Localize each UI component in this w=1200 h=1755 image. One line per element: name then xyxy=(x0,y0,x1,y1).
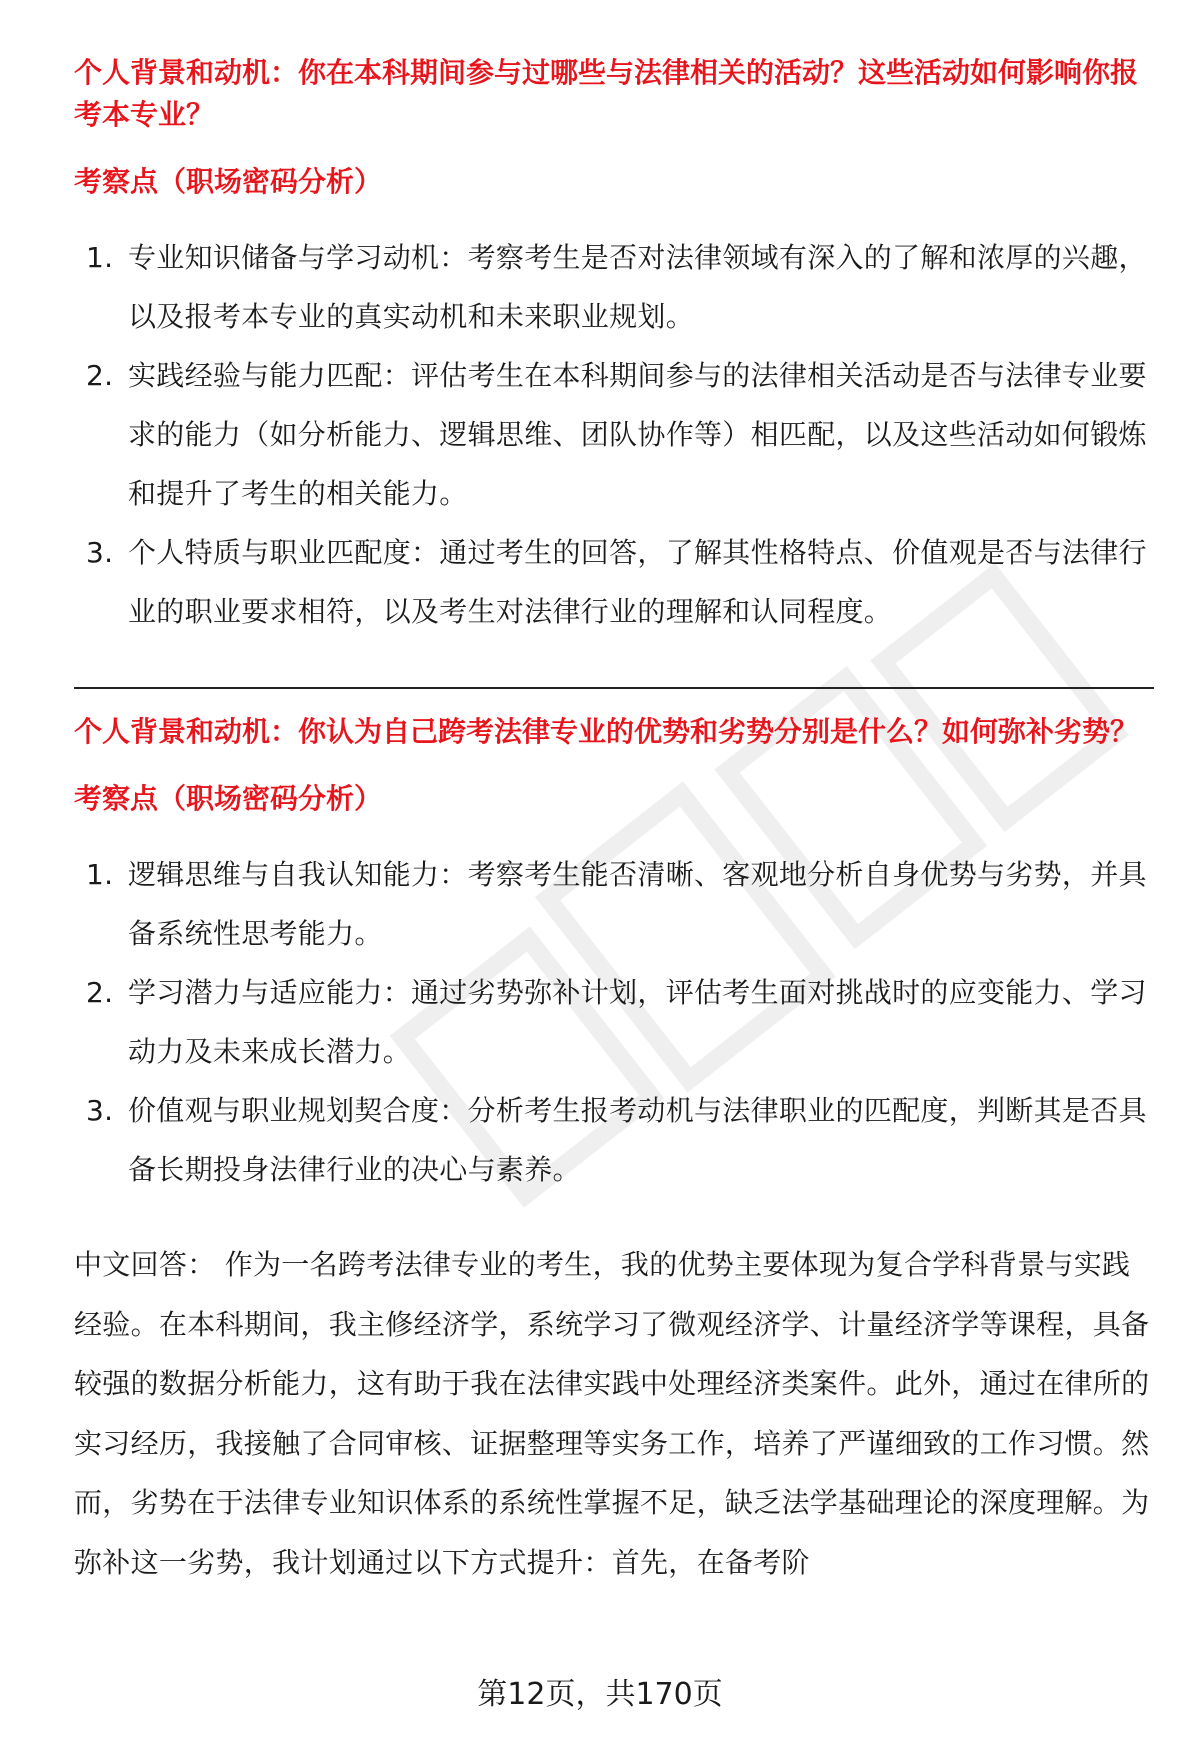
points-list-2 xyxy=(74,845,1154,1199)
list-text: 逻辑思维与自我认知能力：考察考生能否清晰、客观地分析自身优势与劣势，并具备系统性思考能力。 xyxy=(128,858,1147,950)
list-text: 实践经验与能力匹配：评估考生在本科期间参与的法律相关活动是否与法律专业要求的能力（如分析能力、逻辑思维、团队协作等）相匹配，以及这些活动如何锻炼和提升了考生的相关能力。 xyxy=(128,359,1147,510)
section-divider xyxy=(74,687,1154,689)
list-text: 个人特质与职业匹配度：通过考生的回答，了解其性格特点、价值观是否与法律行业的职业要求相符，以及考生对法律行业的理解和认同程度。 xyxy=(128,536,1147,628)
list-item xyxy=(74,523,1154,641)
list-item xyxy=(74,346,1154,523)
document-page xyxy=(74,52,1154,1620)
points-label-1: 考察点（职场密码分析） xyxy=(74,165,383,198)
points-label-2: 考察点（职场密码分析） xyxy=(74,782,383,815)
list-number: 3. xyxy=(86,1094,114,1127)
question-title-1: 个人背景和动机：你在本科期间参与过哪些与法律相关的活动？这些活动如何影响你报考本专业？ xyxy=(74,56,1139,131)
list-item xyxy=(74,1081,1154,1199)
list-text: 价值观与职业规划契合度：分析考生报考动机与法律职业的匹配度，判断其是否具备长期投身法律行业的决心与素养。 xyxy=(128,1094,1147,1186)
list-text: 学习潜力与适应能力：通过劣势弥补计划，评估考生面对挑战时的应变能力、学习动力及未来成长潜力。 xyxy=(128,976,1147,1068)
list-number: 1. xyxy=(86,858,114,891)
list-item xyxy=(74,228,1154,346)
answer-paragraph: 中文回答： 作为一名跨考法律专业的考生，我的优势主要体现为复合学科背景与实践经验。在本科期间，我主修经济学，系统学习了微观经济学、计量经济学等课程，具备较强的数据分析能力，这有助于我在法律实践中处理经济类案件。此外，通过在律所的实习经历，我接触了合同审核、证据整理等实务工作，培养了严谨细致的工作习惯。然而，劣势在于法律专业知识体系的系统性掌握不足，缺乏法学基础理论的深度理解。为弥补这一劣势，我计划通过以下方式提升：首先，在备考阶 xyxy=(74,1248,1150,1579)
question-title-2: 个人背景和动机：你认为自己跨考法律专业的优势和劣势分别是什么？如何弥补劣势？ xyxy=(74,715,1139,748)
list-text: 专业知识储备与学习动机：考察考生是否对法律领域有深入的了解和浓厚的兴趣，以及报考本专业的真实动机和未来职业规划。 xyxy=(128,241,1147,333)
list-number: 2. xyxy=(86,359,114,392)
list-number: 1. xyxy=(86,241,114,274)
list-number: 2. xyxy=(86,976,114,1009)
list-item xyxy=(74,963,1154,1081)
list-number: 3. xyxy=(86,536,114,569)
page-number: 第12页，共170页 xyxy=(477,1677,723,1712)
list-item xyxy=(74,845,1154,963)
points-list-1 xyxy=(74,228,1154,641)
